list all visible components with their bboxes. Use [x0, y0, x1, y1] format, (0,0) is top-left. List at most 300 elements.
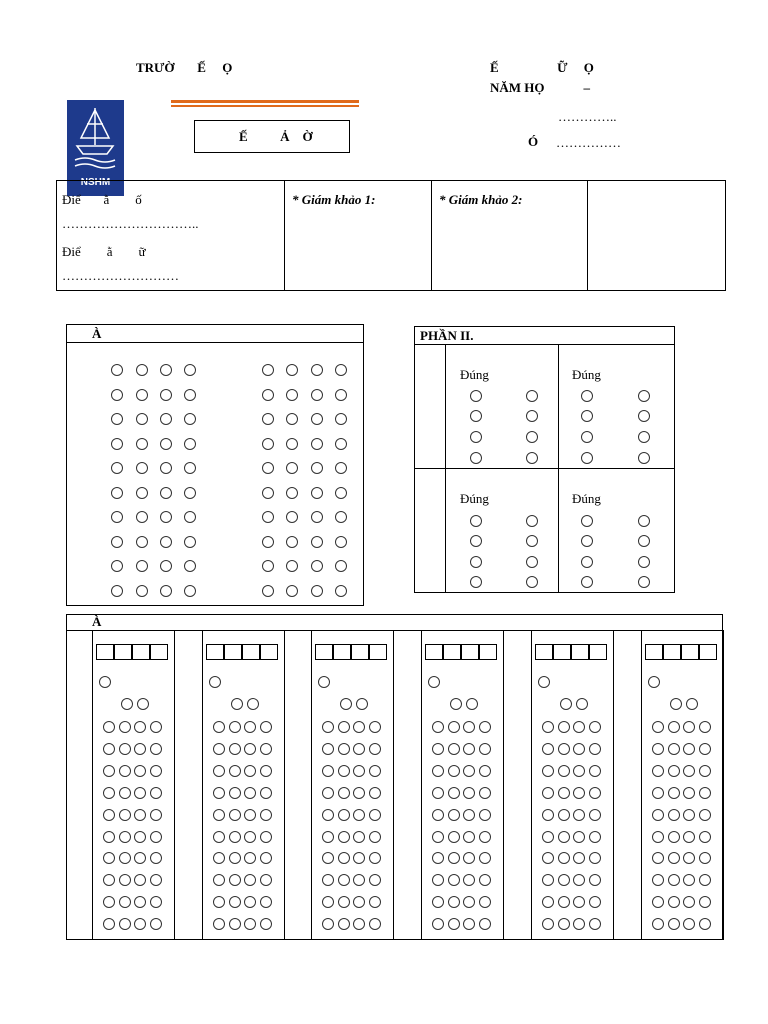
part1-option-bubble[interactable]: [184, 585, 196, 597]
part1-option-bubble[interactable]: [111, 560, 123, 572]
part3-digit-bubble[interactable]: [134, 918, 146, 930]
part2-option-bubble[interactable]: [526, 515, 538, 527]
part3-digit-bubble[interactable]: [103, 809, 115, 821]
part3-digit-bubble[interactable]: [369, 918, 381, 930]
part2-option-bubble[interactable]: [470, 515, 482, 527]
part1-option-bubble[interactable]: [335, 536, 347, 548]
part3-digit-bubble[interactable]: [150, 809, 162, 821]
part3-digit-bubble[interactable]: [150, 918, 162, 930]
part3-digit-bubble[interactable]: [699, 874, 711, 886]
part3-decimal-bubble[interactable]: [121, 698, 133, 710]
part3-digit-bubble[interactable]: [652, 918, 664, 930]
part1-option-bubble[interactable]: [184, 487, 196, 499]
part3-digit-bubble[interactable]: [322, 743, 334, 755]
part3-digit-bubble[interactable]: [119, 765, 131, 777]
part1-option-bubble[interactable]: [184, 413, 196, 425]
part3-digit-bubble[interactable]: [244, 743, 256, 755]
part3-decimal-bubble[interactable]: [560, 698, 572, 710]
score-number-field[interactable]: …………………………..: [62, 216, 199, 231]
part3-digit-bubble[interactable]: [150, 831, 162, 843]
part1-option-bubble[interactable]: [136, 536, 148, 548]
part3-digit-bubble[interactable]: [652, 743, 664, 755]
part3-digit-bubble[interactable]: [479, 874, 491, 886]
part3-digit-bubble[interactable]: [369, 874, 381, 886]
part2-option-bubble[interactable]: [581, 431, 593, 443]
part3-digit-bubble[interactable]: [353, 721, 365, 733]
part3-digit-bubble[interactable]: [229, 765, 241, 777]
part1-option-bubble[interactable]: [286, 560, 298, 572]
part3-decimal-bubble[interactable]: [686, 698, 698, 710]
part3-digit-bubble[interactable]: [558, 918, 570, 930]
part3-digit-bubble[interactable]: [463, 743, 475, 755]
part3-digit-bubble[interactable]: [150, 852, 162, 864]
part2-option-bubble[interactable]: [470, 576, 482, 588]
part3-digit-bubble[interactable]: [668, 852, 680, 864]
part2-option-bubble[interactable]: [581, 576, 593, 588]
info-field-dots-2[interactable]: ……………: [556, 135, 621, 150]
part3-digit-bubble[interactable]: [699, 765, 711, 777]
part1-option-bubble[interactable]: [136, 364, 148, 376]
part3-digit-bubble[interactable]: [103, 743, 115, 755]
part3-digit-bubble[interactable]: [589, 896, 601, 908]
part3-digit-bubble[interactable]: [683, 918, 695, 930]
part1-option-bubble[interactable]: [286, 438, 298, 450]
part3-digit-bubble[interactable]: [103, 765, 115, 777]
part3-digit-bubble[interactable]: [589, 831, 601, 843]
part3-answer-cell[interactable]: [333, 644, 351, 660]
part3-digit-bubble[interactable]: [448, 743, 460, 755]
part1-option-bubble[interactable]: [111, 511, 123, 523]
part3-digit-bubble[interactable]: [558, 721, 570, 733]
part3-digit-bubble[interactable]: [244, 918, 256, 930]
part3-digit-bubble[interactable]: [542, 809, 554, 821]
part1-option-bubble[interactable]: [311, 438, 323, 450]
part3-sign-bubble[interactable]: [99, 676, 111, 688]
part3-digit-bubble[interactable]: [260, 721, 272, 733]
part3-digit-bubble[interactable]: [558, 809, 570, 821]
part2-option-bubble[interactable]: [581, 452, 593, 464]
part1-option-bubble[interactable]: [160, 487, 172, 499]
part3-digit-bubble[interactable]: [134, 809, 146, 821]
part3-digit-bubble[interactable]: [229, 809, 241, 821]
part3-answer-cell[interactable]: [425, 644, 443, 660]
part3-digit-bubble[interactable]: [448, 809, 460, 821]
part2-option-bubble[interactable]: [638, 535, 650, 547]
part3-digit-bubble[interactable]: [134, 721, 146, 733]
part3-digit-bubble[interactable]: [338, 918, 350, 930]
info-field-dots[interactable]: …………..: [558, 109, 617, 124]
part3-digit-bubble[interactable]: [213, 765, 225, 777]
part1-option-bubble[interactable]: [136, 487, 148, 499]
part3-digit-bubble[interactable]: [353, 743, 365, 755]
part1-option-bubble[interactable]: [335, 364, 347, 376]
part3-answer-cell[interactable]: [479, 644, 497, 660]
part3-digit-bubble[interactable]: [432, 743, 444, 755]
part1-option-bubble[interactable]: [136, 560, 148, 572]
part3-digit-bubble[interactable]: [432, 809, 444, 821]
part3-answer-cell[interactable]: [132, 644, 150, 660]
part3-digit-bubble[interactable]: [338, 831, 350, 843]
part3-digit-bubble[interactable]: [699, 831, 711, 843]
part3-digit-bubble[interactable]: [103, 721, 115, 733]
part3-digit-bubble[interactable]: [119, 721, 131, 733]
part2-option-bubble[interactable]: [526, 556, 538, 568]
part3-digit-bubble[interactable]: [558, 787, 570, 799]
part1-option-bubble[interactable]: [184, 389, 196, 401]
part3-answer-cell[interactable]: [315, 644, 333, 660]
part3-digit-bubble[interactable]: [479, 918, 491, 930]
part3-digit-bubble[interactable]: [558, 765, 570, 777]
part3-answer-cell[interactable]: [224, 644, 242, 660]
part1-option-bubble[interactable]: [262, 413, 274, 425]
part3-answer-cell[interactable]: [206, 644, 224, 660]
part3-digit-bubble[interactable]: [683, 831, 695, 843]
part3-digit-bubble[interactable]: [448, 787, 460, 799]
part1-option-bubble[interactable]: [262, 511, 274, 523]
part3-decimal-bubble[interactable]: [231, 698, 243, 710]
part3-digit-bubble[interactable]: [652, 787, 664, 799]
part1-option-bubble[interactable]: [335, 560, 347, 572]
part3-digit-bubble[interactable]: [463, 809, 475, 821]
part1-option-bubble[interactable]: [311, 364, 323, 376]
part1-option-bubble[interactable]: [184, 438, 196, 450]
part3-digit-bubble[interactable]: [260, 787, 272, 799]
part3-digit-bubble[interactable]: [353, 787, 365, 799]
part3-answer-cell[interactable]: [443, 644, 461, 660]
part3-digit-bubble[interactable]: [260, 852, 272, 864]
part3-digit-bubble[interactable]: [448, 896, 460, 908]
part2-option-bubble[interactable]: [526, 390, 538, 402]
part3-digit-bubble[interactable]: [668, 787, 680, 799]
part3-digit-bubble[interactable]: [432, 721, 444, 733]
part2-option-bubble[interactable]: [526, 535, 538, 547]
part3-digit-bubble[interactable]: [369, 852, 381, 864]
part3-digit-bubble[interactable]: [573, 721, 585, 733]
part1-option-bubble[interactable]: [111, 585, 123, 597]
part1-option-bubble[interactable]: [335, 438, 347, 450]
part3-digit-bubble[interactable]: [542, 918, 554, 930]
part1-option-bubble[interactable]: [262, 560, 274, 572]
part3-answer-cell[interactable]: [553, 644, 571, 660]
part3-digit-bubble[interactable]: [479, 831, 491, 843]
part3-digit-bubble[interactable]: [260, 874, 272, 886]
part2-option-bubble[interactable]: [581, 556, 593, 568]
part3-digit-bubble[interactable]: [448, 874, 460, 886]
part3-digit-bubble[interactable]: [119, 918, 131, 930]
part3-digit-bubble[interactable]: [463, 765, 475, 777]
part3-digit-bubble[interactable]: [369, 896, 381, 908]
part3-answer-cell[interactable]: [699, 644, 717, 660]
part1-option-bubble[interactable]: [262, 585, 274, 597]
part3-digit-bubble[interactable]: [573, 765, 585, 777]
part3-digit-bubble[interactable]: [479, 721, 491, 733]
part3-digit-bubble[interactable]: [699, 743, 711, 755]
part3-answer-cell[interactable]: [571, 644, 589, 660]
part1-option-bubble[interactable]: [286, 389, 298, 401]
part3-sign-bubble[interactable]: [428, 676, 440, 688]
part3-digit-bubble[interactable]: [353, 918, 365, 930]
part1-option-bubble[interactable]: [111, 413, 123, 425]
part2-option-bubble[interactable]: [526, 431, 538, 443]
part1-option-bubble[interactable]: [335, 511, 347, 523]
part3-digit-bubble[interactable]: [322, 787, 334, 799]
part3-answer-cell[interactable]: [589, 644, 607, 660]
part2-option-bubble[interactable]: [526, 410, 538, 422]
part1-option-bubble[interactable]: [286, 413, 298, 425]
part1-option-bubble[interactable]: [286, 487, 298, 499]
part3-digit-bubble[interactable]: [573, 918, 585, 930]
part3-decimal-bubble[interactable]: [450, 698, 462, 710]
part3-digit-bubble[interactable]: [448, 721, 460, 733]
part3-digit-bubble[interactable]: [573, 831, 585, 843]
part2-option-bubble[interactable]: [581, 535, 593, 547]
part3-digit-bubble[interactable]: [103, 918, 115, 930]
part1-option-bubble[interactable]: [160, 560, 172, 572]
part3-answer-cell[interactable]: [260, 644, 278, 660]
part3-digit-bubble[interactable]: [369, 809, 381, 821]
part1-option-bubble[interactable]: [311, 462, 323, 474]
part3-digit-bubble[interactable]: [229, 787, 241, 799]
part1-option-bubble[interactable]: [136, 462, 148, 474]
part3-digit-bubble[interactable]: [150, 765, 162, 777]
part2-option-bubble[interactable]: [638, 390, 650, 402]
part3-digit-bubble[interactable]: [699, 787, 711, 799]
part3-digit-bubble[interactable]: [244, 787, 256, 799]
part1-option-bubble[interactable]: [111, 364, 123, 376]
part3-digit-bubble[interactable]: [479, 787, 491, 799]
part1-option-bubble[interactable]: [160, 438, 172, 450]
part3-digit-bubble[interactable]: [558, 831, 570, 843]
score-words-field[interactable]: ………………………: [62, 268, 179, 283]
part3-digit-bubble[interactable]: [338, 874, 350, 886]
part3-digit-bubble[interactable]: [699, 918, 711, 930]
part3-digit-bubble[interactable]: [699, 809, 711, 821]
part3-digit-bubble[interactable]: [338, 787, 350, 799]
part3-digit-bubble[interactable]: [338, 743, 350, 755]
part3-decimal-bubble[interactable]: [466, 698, 478, 710]
part3-digit-bubble[interactable]: [134, 831, 146, 843]
part3-decimal-bubble[interactable]: [340, 698, 352, 710]
part3-digit-bubble[interactable]: [652, 765, 664, 777]
part3-digit-bubble[interactable]: [260, 896, 272, 908]
part3-digit-bubble[interactable]: [542, 787, 554, 799]
part3-digit-bubble[interactable]: [558, 852, 570, 864]
part3-digit-bubble[interactable]: [432, 787, 444, 799]
part3-digit-bubble[interactable]: [699, 721, 711, 733]
part1-option-bubble[interactable]: [262, 536, 274, 548]
part2-option-bubble[interactable]: [638, 576, 650, 588]
part3-digit-bubble[interactable]: [683, 765, 695, 777]
part3-digit-bubble[interactable]: [213, 809, 225, 821]
part3-digit-bubble[interactable]: [589, 765, 601, 777]
part2-option-bubble[interactable]: [470, 452, 482, 464]
part1-option-bubble[interactable]: [111, 438, 123, 450]
part3-digit-bubble[interactable]: [573, 787, 585, 799]
part3-digit-bubble[interactable]: [668, 743, 680, 755]
part3-answer-cell[interactable]: [461, 644, 479, 660]
part3-answer-cell[interactable]: [150, 644, 168, 660]
part1-option-bubble[interactable]: [136, 389, 148, 401]
part1-option-bubble[interactable]: [184, 364, 196, 376]
part3-digit-bubble[interactable]: [369, 743, 381, 755]
part3-digit-bubble[interactable]: [229, 721, 241, 733]
part3-digit-bubble[interactable]: [652, 831, 664, 843]
part1-option-bubble[interactable]: [160, 536, 172, 548]
part2-option-bubble[interactable]: [581, 410, 593, 422]
part3-digit-bubble[interactable]: [338, 852, 350, 864]
part3-digit-bubble[interactable]: [103, 787, 115, 799]
part3-digit-bubble[interactable]: [432, 918, 444, 930]
part3-digit-bubble[interactable]: [589, 852, 601, 864]
part1-option-bubble[interactable]: [335, 462, 347, 474]
part3-digit-bubble[interactable]: [213, 787, 225, 799]
part3-digit-bubble[interactable]: [463, 787, 475, 799]
part3-digit-bubble[interactable]: [213, 721, 225, 733]
part1-option-bubble[interactable]: [160, 462, 172, 474]
part3-digit-bubble[interactable]: [353, 831, 365, 843]
part3-digit-bubble[interactable]: [683, 721, 695, 733]
part3-decimal-bubble[interactable]: [137, 698, 149, 710]
part3-digit-bubble[interactable]: [322, 831, 334, 843]
part1-option-bubble[interactable]: [311, 389, 323, 401]
part3-digit-bubble[interactable]: [353, 809, 365, 821]
part3-decimal-bubble[interactable]: [356, 698, 368, 710]
part3-digit-bubble[interactable]: [150, 787, 162, 799]
part2-option-bubble[interactable]: [470, 535, 482, 547]
part3-digit-bubble[interactable]: [322, 765, 334, 777]
part3-digit-bubble[interactable]: [463, 721, 475, 733]
part3-digit-bubble[interactable]: [119, 896, 131, 908]
part3-digit-bubble[interactable]: [589, 743, 601, 755]
part3-digit-bubble[interactable]: [683, 787, 695, 799]
part3-digit-bubble[interactable]: [589, 809, 601, 821]
part3-digit-bubble[interactable]: [479, 765, 491, 777]
part3-digit-bubble[interactable]: [229, 896, 241, 908]
part3-digit-bubble[interactable]: [652, 721, 664, 733]
part3-digit-bubble[interactable]: [668, 765, 680, 777]
part1-option-bubble[interactable]: [311, 536, 323, 548]
part3-digit-bubble[interactable]: [119, 831, 131, 843]
part1-option-bubble[interactable]: [111, 487, 123, 499]
part1-option-bubble[interactable]: [184, 560, 196, 572]
part2-option-bubble[interactable]: [526, 452, 538, 464]
part3-digit-bubble[interactable]: [558, 896, 570, 908]
part3-digit-bubble[interactable]: [119, 852, 131, 864]
part3-digit-bubble[interactable]: [542, 721, 554, 733]
part3-answer-cell[interactable]: [681, 644, 699, 660]
part3-digit-bubble[interactable]: [652, 809, 664, 821]
part3-digit-bubble[interactable]: [103, 831, 115, 843]
part3-digit-bubble[interactable]: [589, 918, 601, 930]
part1-option-bubble[interactable]: [160, 364, 172, 376]
part1-option-bubble[interactable]: [262, 487, 274, 499]
part3-digit-bubble[interactable]: [244, 831, 256, 843]
part3-answer-cell[interactable]: [663, 644, 681, 660]
part3-digit-bubble[interactable]: [338, 721, 350, 733]
part3-digit-bubble[interactable]: [213, 918, 225, 930]
part1-option-bubble[interactable]: [136, 585, 148, 597]
part3-digit-bubble[interactable]: [573, 743, 585, 755]
part3-digit-bubble[interactable]: [244, 809, 256, 821]
part3-digit-bubble[interactable]: [479, 743, 491, 755]
part3-digit-bubble[interactable]: [338, 896, 350, 908]
part3-answer-cell[interactable]: [369, 644, 387, 660]
part3-digit-bubble[interactable]: [229, 918, 241, 930]
part3-digit-bubble[interactable]: [369, 787, 381, 799]
part1-option-bubble[interactable]: [311, 560, 323, 572]
part3-digit-bubble[interactable]: [119, 809, 131, 821]
part1-option-bubble[interactable]: [335, 389, 347, 401]
part3-digit-bubble[interactable]: [589, 787, 601, 799]
part3-digit-bubble[interactable]: [668, 721, 680, 733]
part1-option-bubble[interactable]: [184, 536, 196, 548]
part1-option-bubble[interactable]: [111, 462, 123, 474]
part3-digit-bubble[interactable]: [338, 809, 350, 821]
part2-option-bubble[interactable]: [470, 556, 482, 568]
part2-option-bubble[interactable]: [581, 515, 593, 527]
part3-digit-bubble[interactable]: [448, 831, 460, 843]
part3-digit-bubble[interactable]: [479, 852, 491, 864]
part2-option-bubble[interactable]: [638, 452, 650, 464]
part3-digit-bubble[interactable]: [260, 831, 272, 843]
part3-digit-bubble[interactable]: [134, 765, 146, 777]
part3-digit-bubble[interactable]: [119, 874, 131, 886]
part3-digit-bubble[interactable]: [668, 896, 680, 908]
part3-digit-bubble[interactable]: [229, 743, 241, 755]
part3-digit-bubble[interactable]: [448, 765, 460, 777]
part3-digit-bubble[interactable]: [244, 765, 256, 777]
part1-option-bubble[interactable]: [160, 413, 172, 425]
part3-digit-bubble[interactable]: [244, 721, 256, 733]
part3-digit-bubble[interactable]: [213, 743, 225, 755]
part3-answer-cell[interactable]: [535, 644, 553, 660]
part3-digit-bubble[interactable]: [369, 831, 381, 843]
part1-option-bubble[interactable]: [286, 462, 298, 474]
part1-option-bubble[interactable]: [160, 389, 172, 401]
part3-digit-bubble[interactable]: [668, 918, 680, 930]
part3-digit-bubble[interactable]: [213, 831, 225, 843]
part3-digit-bubble[interactable]: [463, 831, 475, 843]
part1-option-bubble[interactable]: [184, 462, 196, 474]
part3-digit-bubble[interactable]: [573, 809, 585, 821]
part3-digit-bubble[interactable]: [668, 809, 680, 821]
part3-digit-bubble[interactable]: [134, 743, 146, 755]
part3-decimal-bubble[interactable]: [247, 698, 259, 710]
part3-digit-bubble[interactable]: [260, 918, 272, 930]
part2-option-bubble[interactable]: [526, 576, 538, 588]
part1-option-bubble[interactable]: [335, 413, 347, 425]
part1-option-bubble[interactable]: [311, 585, 323, 597]
part2-option-bubble[interactable]: [638, 410, 650, 422]
part2-option-bubble[interactable]: [638, 431, 650, 443]
part3-digit-bubble[interactable]: [119, 743, 131, 755]
part3-digit-bubble[interactable]: [119, 787, 131, 799]
part3-answer-cell[interactable]: [645, 644, 663, 660]
part3-digit-bubble[interactable]: [322, 809, 334, 821]
part2-option-bubble[interactable]: [470, 390, 482, 402]
part3-digit-bubble[interactable]: [322, 918, 334, 930]
part3-digit-bubble[interactable]: [353, 765, 365, 777]
part3-digit-bubble[interactable]: [558, 743, 570, 755]
part3-answer-cell[interactable]: [351, 644, 369, 660]
part3-digit-bubble[interactable]: [369, 721, 381, 733]
part2-option-bubble[interactable]: [638, 556, 650, 568]
part3-decimal-bubble[interactable]: [670, 698, 682, 710]
part1-option-bubble[interactable]: [262, 389, 274, 401]
part3-digit-bubble[interactable]: [589, 874, 601, 886]
part1-option-bubble[interactable]: [184, 511, 196, 523]
part3-digit-bubble[interactable]: [150, 874, 162, 886]
